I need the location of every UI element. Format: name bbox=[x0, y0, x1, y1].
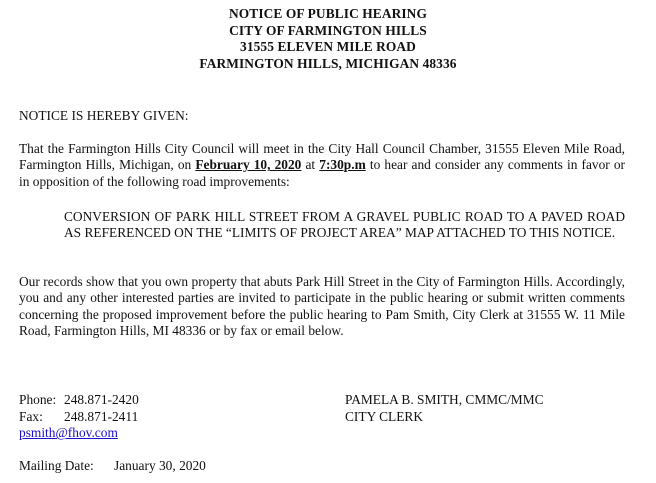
mailing-date-label: Mailing Date: bbox=[19, 458, 94, 473]
property-owner-paragraph: Our records show that you own property that abuts Park Hill Street in the City of Farmington Hills. Accordingly, you and any other interested parties are invited to participate in the public hearing or submit written comments concerning the proposed improvement before the public hearing to Pam Smith, City Clerk at 31555 W. 11 Mile Road, Farmington Hills, MI 48336 or by fax or email below. bbox=[19, 274, 625, 338]
meeting-paragraph bbox=[19, 141, 625, 190]
meeting-purpose-text: to hear and consider any comments in favor or in opposition of the following road improvements: bbox=[19, 157, 626, 189]
header-city-state-zip: FARMINGTON HILLS, MICHIGAN 48336 bbox=[199, 55, 457, 71]
fax-row bbox=[19, 409, 139, 426]
meeting-date: February 10, 2020 bbox=[195, 157, 302, 173]
meeting-at-text: at bbox=[301, 157, 320, 173]
contact-block bbox=[19, 392, 139, 442]
email-link[interactable]: psmith@fhov.com bbox=[19, 425, 118, 441]
header-title: NOTICE OF PUBLIC HEARING bbox=[229, 6, 427, 21]
meeting-intro-text: That the Farmington Hills City Council will meet in the City Hall Council Chamber, 31555 Eleven Mile Road, Farmington Hills, Michigan, on bbox=[19, 141, 625, 173]
fax-label: Fax: bbox=[19, 408, 43, 424]
clerk-title: CITY CLERK bbox=[345, 408, 423, 424]
signature-block bbox=[345, 392, 544, 425]
mailing-date-value: January 30, 2020 bbox=[114, 458, 206, 473]
meeting-time: 7:30p.m bbox=[319, 157, 366, 173]
header-street: 31555 ELEVEN MILE ROAD bbox=[240, 39, 416, 55]
header-city: CITY OF FARMINGTON HILLS bbox=[229, 22, 427, 38]
clerk-name: PAMELA B. SMITH, CMMC/MMC bbox=[345, 392, 544, 407]
mailing-date-row bbox=[19, 458, 206, 474]
fax-number: 248.871-2411 bbox=[64, 408, 139, 424]
phone-number: 248.871-2420 bbox=[64, 392, 139, 407]
phone-label: Phone: bbox=[19, 392, 57, 407]
email-row bbox=[19, 425, 139, 442]
project-description: CONVERSION OF PARK HILL STREET FROM A GRAVEL PUBLIC ROAD TO A PAVED ROAD AS REFERENCED ON THE “LIMITS OF PROJECT AREA” MAP ATTACHED TO THIS NOTICE. bbox=[64, 209, 625, 241]
notice-header bbox=[0, 6, 656, 72]
notice-given-heading: NOTICE IS HEREBY GIVEN: bbox=[19, 108, 189, 123]
phone-row bbox=[19, 392, 139, 409]
